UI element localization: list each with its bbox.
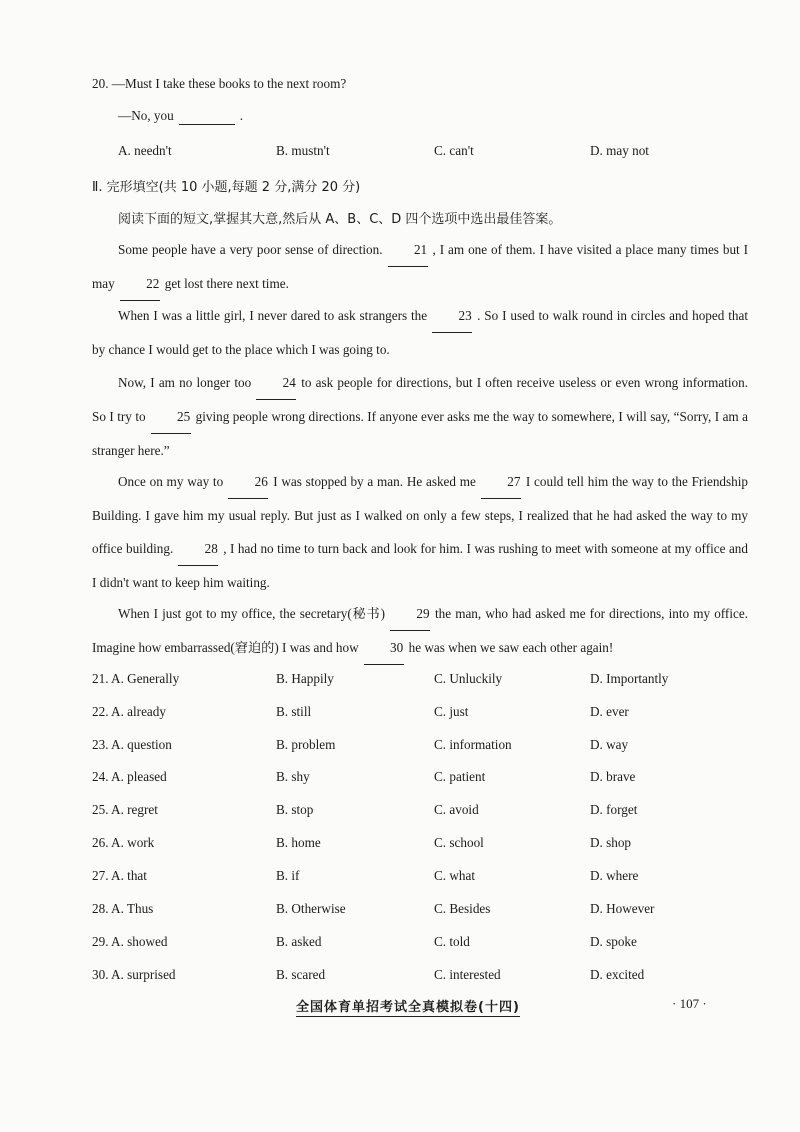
choice-b: B. home [276,835,321,850]
choice-a: 22. A. already [92,704,166,719]
passage-text: Once on my way to [118,474,224,489]
choice-d: D. ever [590,704,629,719]
q20-answer-line [118,108,243,125]
choice-b: B. scared [276,967,326,982]
choice-row-25 [92,802,752,822]
passage-text: he was when we saw each other again! [408,640,614,655]
blank-23: 23 [432,299,472,333]
choice-a: 25. A. regret [92,802,158,817]
q20-answer-suffix: . [239,108,243,123]
choice-b: B. stop [276,802,314,817]
passage-text: the man, who had asked me for directions, into my office. Imagine how embarrassed(窘迫的) I was and how [92,606,748,655]
choice-row-28 [92,901,752,921]
blank-26: 26 [228,465,268,499]
choice-d: D. shop [590,835,632,850]
passage-text: , I am one of them. I have visited a place many times but I may [92,242,748,291]
blank-22: 22 [120,267,160,301]
passage-paragraph-1 [92,233,748,301]
choice-c: C. interested [434,967,501,982]
passage-paragraph-5 [92,597,748,665]
choice-d: D. However [590,901,655,916]
choice-c: C. just [434,704,469,719]
choice-a: 24. A. pleased [92,769,167,784]
choice-b: B. Happily [276,671,334,686]
choice-c: C. information [434,737,512,752]
blank-27: 27 [481,465,521,499]
choice-row-24 [92,769,752,789]
choice-d: D. where [590,868,639,883]
passage-paragraph-2 [92,299,748,366]
choice-d: D. excited [590,967,645,982]
passage-paragraph-4 [92,465,748,599]
passage-text: , I had no time to turn back and look for him. I was rushing to meet with someone at my office and I didn't want to keep him waiting. [92,541,748,590]
choice-b: B. shy [276,769,310,784]
blank-21: 21 [388,233,428,267]
q20-question [92,76,346,92]
blank-24: 24 [256,366,296,400]
blank-30: 30 [364,631,404,665]
choice-a: 29. A. showed [92,934,168,949]
q20-option-c: C. can't [434,143,474,158]
q20-options [92,143,752,163]
choice-a: 27. A. that [92,868,147,883]
choices-list [92,671,752,991]
choice-d: D. forget [590,802,638,817]
passage-text: Now, I am no longer too [118,375,252,390]
choice-row-22 [92,704,752,724]
choice-b: B. asked [276,934,322,949]
passage-text: Some people have a very poor sense of direction. [118,242,383,257]
blank-29: 29 [390,597,430,631]
choice-a: 28. A. Thus [92,901,154,916]
choice-row-21 [92,671,752,691]
passage-text: When I was a little girl, I never dared to ask strangers the [118,308,428,323]
choice-b: B. still [276,704,312,719]
passage-text: giving people wrong directions. If anyone ever asks me the way to somewhere, I will say, “Sorry, I am a stranger here.” [92,409,748,458]
passage-text: When I just got to my office, the secretary(秘书) [118,606,385,621]
choice-b: B. Otherwise [276,901,346,916]
q20-blank [179,108,235,125]
choice-b: B. if [276,868,300,883]
choice-c: C. told [434,934,470,949]
footer-title: 全国体育单招考试全真模拟卷(十四) [296,996,520,1017]
q20-option-row [118,143,778,163]
choice-a: 21. A. Generally [92,671,180,686]
choice-d: D. Importantly [590,671,669,686]
q20-number: 20. [92,76,109,91]
choice-d: D. brave [590,769,636,784]
passage-text: I was stopped by a man. He asked me [273,474,476,489]
blank-25: 25 [151,400,191,434]
choice-c: C. avoid [434,802,479,817]
choice-row-23 [92,737,752,757]
choice-c: C. what [434,868,476,883]
choice-row-26 [92,835,752,855]
section-instruction: 阅读下面的短文,掌握其大意,然后从 A、B、C、D 四个选项中选出最佳答案。 [118,212,562,227]
q20-option-b: B. mustn't [276,143,330,158]
choice-b: B. problem [276,737,336,752]
choice-c: C. Besides [434,901,491,916]
choice-a: 26. A. work [92,835,155,850]
q20-option-a: A. needn't [118,143,172,158]
passage-text: to ask people for directions, but I often receive useless or even wrong information. So I try to [92,375,749,424]
choice-a: 30. A. surprised [92,967,176,982]
choice-row-30 [92,967,752,987]
section-title: Ⅱ. 完形填空(共 10 小题,每题 2 分,满分 20 分) [92,180,361,195]
choice-row-29 [92,934,752,954]
passage-text: get lost there next time. [164,276,289,291]
choice-row-27 [92,868,752,888]
choice-d: D. way [590,737,629,752]
choice-d: D. spoke [590,934,637,949]
q20-option-d: D. may not [590,143,649,158]
choice-a: 23. A. question [92,737,172,752]
page-number: · 107 · [672,996,707,1011]
choice-c: C. Unluckily [434,671,503,686]
passage-text: I could tell him the way to the Friendship Building. I gave him my usual reply. But just as I walked on only a few steps, I realized that he had asked the way to my office building. [92,474,749,556]
q20-text: —Must I take these books to the next room? [111,76,347,91]
passage-paragraph-3 [92,366,748,467]
choice-c: C. patient [434,769,486,784]
q20-answer-prefix: —No, you [118,108,174,123]
choice-c: C. school [434,835,484,850]
passage-text: . So I used to walk round in circles and hoped that by chance I would get to the place which I was going to. [92,308,748,357]
blank-28: 28 [178,532,218,566]
